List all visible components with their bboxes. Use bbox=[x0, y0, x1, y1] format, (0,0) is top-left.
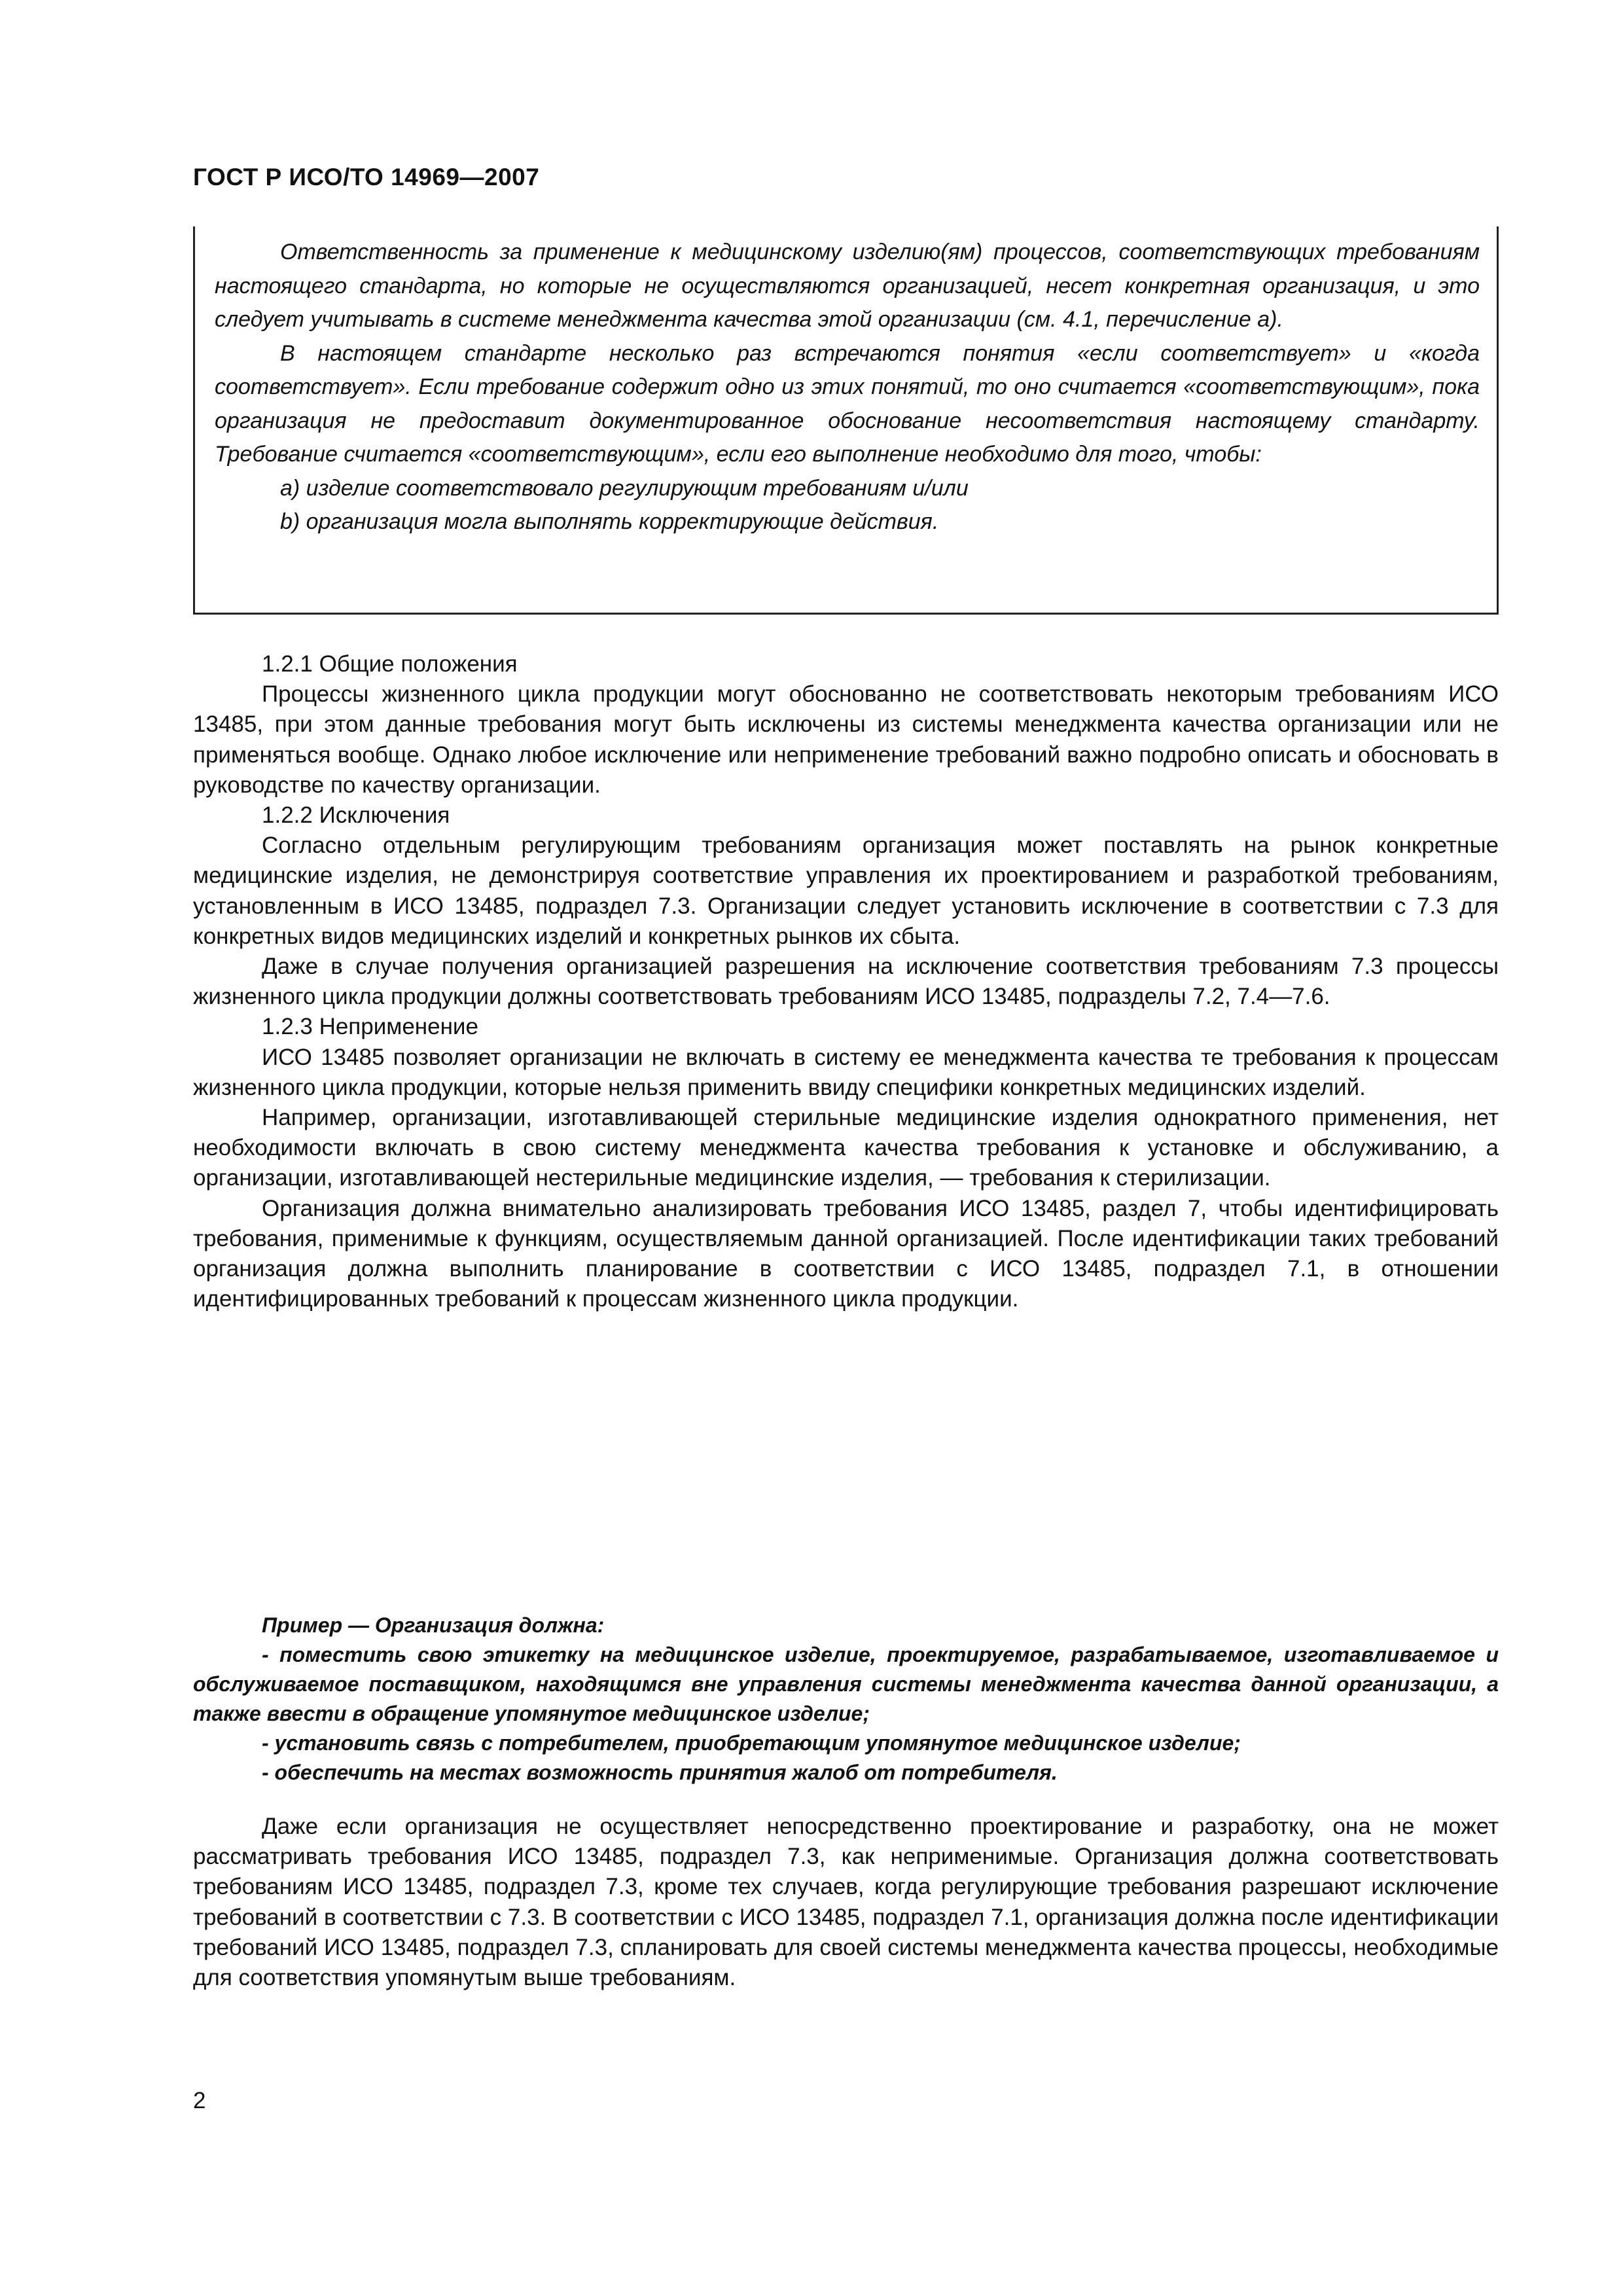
paragraph: Например, организации, изготавливающей стерильные медицинские изделия однократного применения, нет необходимости включать в свою систему менеджмента качества требования к установке и обслуживанию, а организации, изготавливающей нестерильные медицинские изделия, — требования к стерилизации. bbox=[193, 1105, 1499, 1191]
main-body bbox=[193, 649, 1499, 1314]
note-paragraph: Ответственность за применение к медицинскому изделию(ям) процессов, соответствующих требованиям настоящего стандарта, но которые не осуществляются организацией, несет конкретная организация, и это следует учитывать в системе менеджмента качества этой организации (см. 4.1, перечисление а). bbox=[215, 240, 1480, 332]
paragraph: Даже если организация не осуществляет непосредственно проектирование и разработку, она не может рассматривать требования ИСО 13485, подраздел 7.3, как неприменимые. Организация должна соответствовать требованиям ИСО 13485, подраздел 7.3, кроме тех случаев, когда регулирующие требования разрешают исключение требований в соответствии с 7.3. В соответствии с ИСО 13485, подраздел 7.1, организация должна после идентификации требований ИСО 13485, подраздел 7.3, спланировать для своей системы менеджмента качества процессы, необходимые для соответствия упомянутым выше требованиям. bbox=[193, 1814, 1499, 1991]
section-heading-1-2-1: 1.2.1 Общие положения bbox=[262, 651, 518, 677]
page-number: 2 bbox=[193, 2088, 206, 2113]
note-list-item: а) изделие соответствовало регулирующим требованиям и/или bbox=[280, 475, 969, 501]
paragraph: ИСО 13485 позволяет организации не включать в систему ее менеджмента качества те требования к процессам жизненного цикла продукции, которые нельзя применить ввиду специфики конкретных медицинских изделий. bbox=[193, 1044, 1499, 1100]
paragraph: Организация должна внимательно анализировать требования ИСО 13485, раздел 7, чтобы идентифицировать требования, применимые к функциям, осуществляемым данной организацией. После идентификации таких требований организация должна выполнить планирование в соответствии с ИСО 13485, подраздел 7.1, в отношении идентифицированных требований к процессам жизненного цикла продукции. bbox=[193, 1195, 1499, 1312]
example-item: - установить связь с потребителем, приобретающим упомянутое медицинское изделие; bbox=[262, 1731, 1241, 1755]
paragraph: Процессы жизненного цикла продукции могут обоснованно не соответствовать некоторым требованиям ИСО 13485, при этом данные требования могут быть исключены из системы менеджмента качества организации или не применяться вообще. Однако любое исключение или неприменение требований важно подробно описать и обосновать в руководстве по качеству организации. bbox=[193, 681, 1499, 798]
section-heading-1-2-2: 1.2.2 Исключения bbox=[262, 802, 450, 829]
example-title: Пример — Организация должна: bbox=[262, 1613, 605, 1637]
example-item: - поместить свою этикетку на медицинское изделие, проектируемое, разрабатываемое, изготавливаемое и обслуживаемое поставщиком, находящимся вне управления системы менеджмента качества данной организации, а также ввести в обращение упомянутое медицинское изделие; bbox=[193, 1643, 1499, 1725]
paragraph: Даже в случае получения организацией разрешения на исключение соответствия требованиям 7.3 процессы жизненного цикла продукции должны соответствовать требованиям ИСО 13485, подразделы 7.2, 7.4—7.6. bbox=[193, 954, 1499, 1010]
note-list-item: b) организация могла выполнять корректирующие действия. bbox=[280, 509, 939, 534]
paragraph: Согласно отдельным регулирующим требованиям организация может поставлять на рынок конкретные медицинские изделия, не демонстрируя соответствие управления их проектированием и разработкой требованиям, установленным в ИСО 13485, подраздел 7.3. Организации следует установить исключение в соответствии с 7.3 для конкретных видов медицинских изделий и конкретных рынков их сбыта. bbox=[193, 833, 1499, 949]
boxed-note bbox=[193, 226, 1499, 615]
example-block bbox=[193, 1611, 1499, 1787]
closing-body bbox=[193, 1812, 1499, 1993]
example-item: - обеспечить на местах возможность принятия жалоб от потребителя. bbox=[262, 1761, 1058, 1784]
note-paragraph: В настоящем стандарте несколько раз встречаются понятия «если соответствует» и «когда соответствует». Если требование содержит одно из этих понятий, то оно считается «соответствующим», пока организация не предоставит документированное обоснование несоответствия настоящему стандарту. Требование считается «соответствующим», если его выполнение необходимо для того, чтобы: bbox=[215, 340, 1480, 467]
section-heading-1-2-3: 1.2.3 Неприменение bbox=[262, 1014, 478, 1040]
document-header: ГОСТ Р ИСО/ТО 14969—2007 bbox=[193, 164, 540, 190]
